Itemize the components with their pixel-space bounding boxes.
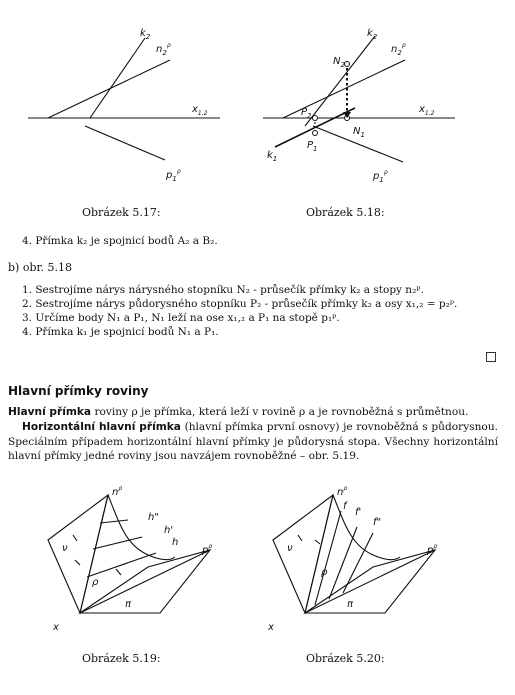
- label-x12: $x_{1,2}$: [419, 104, 435, 117]
- caption-5-17: Obrázek 5.17:: [82, 206, 161, 219]
- figure-5-18: [255, 22, 495, 192]
- line-h1: [93, 537, 142, 549]
- figure-5-17: [20, 22, 250, 192]
- label-h2: h": [148, 512, 159, 523]
- term-main-line: Hlavní přímka: [8, 406, 92, 418]
- steps-b: [22, 283, 457, 339]
- paragraph-horizontal-line: [8, 420, 498, 464]
- label-f: f: [343, 501, 347, 512]
- tick-1: [73, 535, 77, 541]
- label-h: h: [172, 537, 179, 548]
- label-h1: h': [164, 525, 174, 536]
- label-P1: $P_1$: [307, 140, 318, 153]
- paragraph-horizontal-line-text: (hlavní přímka první osnovy) je rovnoběžná s půdorysnou. Speciálním případem horizontální hlavní přímky je půdorysná stopa. Všechny horizontální hlavní přímky jedné roviny jsou navzájem rovnoběžné – obr. 5.19.: [8, 421, 499, 462]
- tick-3: [116, 569, 121, 575]
- label-x: x: [53, 622, 59, 633]
- label-pi: π: [125, 599, 132, 610]
- step-b1: 1. Sestrojíme nárys nárysného stopníku N₂ - průsečík přímky k₂ a stopy n₂ᵖ.: [22, 284, 424, 296]
- label-n2: $n_2^\rho$: [156, 42, 171, 57]
- label-pi: π: [347, 599, 354, 610]
- label-k2: $k_2$: [140, 28, 151, 41]
- label-n: $n^\rho$: [112, 485, 123, 498]
- line-k2: [305, 36, 375, 126]
- figure-5-18-drawing: [255, 22, 495, 192]
- plane-nu: [273, 495, 333, 613]
- label-n: $n^\rho$: [337, 485, 348, 498]
- trace-n2: [48, 60, 170, 118]
- figure-5-20: [265, 485, 465, 635]
- tick-2: [315, 540, 320, 544]
- label-f2: f": [373, 517, 382, 528]
- step-a4: 4. Přímka k₂ je spojnicí bodů A₂ a B₂.: [22, 235, 218, 247]
- paragraph-main-line: [8, 405, 498, 420]
- label-nu: ν: [287, 543, 293, 554]
- label-p: $p^\rho$: [427, 543, 438, 556]
- paragraph-main-line-text: roviny ρ je přímka, která leží v rovině ρ a je rovnoběžná s průmětnou.: [91, 406, 469, 418]
- label-N1: $N_1$: [353, 126, 365, 139]
- trace-p1: [85, 126, 165, 160]
- label-P2: $P_2$: [301, 107, 312, 120]
- line-h: [87, 553, 156, 577]
- trace-p: [80, 550, 210, 613]
- label-k2: $k_2$: [367, 28, 378, 41]
- label-k1: $k_1$: [267, 150, 278, 163]
- label-rho: ρ: [92, 577, 99, 588]
- plane-nu: [48, 495, 108, 613]
- point-N2: [345, 62, 350, 67]
- trace-p: [305, 550, 435, 613]
- label-x12: $x_{1,2}$: [192, 104, 208, 117]
- caption-5-18: Obrázek 5.18:: [306, 206, 385, 219]
- caption-5-20: Obrázek 5.20:: [306, 652, 385, 665]
- label-p: $p^\rho$: [202, 543, 213, 556]
- tick-1: [298, 535, 302, 541]
- caption-5-19: Obrázek 5.19:: [82, 652, 161, 665]
- label-nu: ν: [62, 543, 68, 554]
- label-f1: f': [355, 507, 362, 518]
- label-N2: $N_2$: [333, 56, 345, 69]
- label-p1: $p_1^\rho$: [166, 168, 181, 183]
- figure-5-20-drawing: [265, 485, 465, 635]
- section-b-label: b) obr. 5.18: [8, 261, 73, 274]
- figure-5-19-drawing: [40, 485, 240, 635]
- label-n2: $n_2^\rho$: [391, 42, 406, 57]
- line-k2: [90, 38, 145, 118]
- section-heading: Hlavní přímky roviny: [8, 384, 149, 398]
- line-h2: [100, 520, 128, 523]
- line-f2: [343, 533, 373, 593]
- figure-5-19: [40, 485, 240, 635]
- label-x: x: [268, 622, 274, 633]
- point-P1: [313, 131, 318, 136]
- point-P2: [313, 116, 318, 121]
- step-b2: 2. Sestrojíme nárys půdorysného stopníku P₂ - průsečík přímky k₂ a osy x₁,₂ = p₂ᵖ.: [22, 298, 458, 310]
- tick-2: [75, 560, 80, 565]
- label-p1: $p_1^\rho$: [373, 169, 388, 184]
- qed-box: [486, 352, 496, 362]
- figure-5-17-drawing: [20, 22, 250, 192]
- step-b4: 4. Přímka k₁ je spojnicí bodů N₁ a P₁.: [22, 326, 219, 338]
- label-rho: ρ: [321, 567, 328, 578]
- term-horizontal-line: Horizontální hlavní přímka: [22, 421, 181, 433]
- step-b3: 3. Určíme body N₁ a P₁, N₁ leží na ose x₁,₂ a P₁ na stopě p₁ᵖ.: [22, 312, 340, 324]
